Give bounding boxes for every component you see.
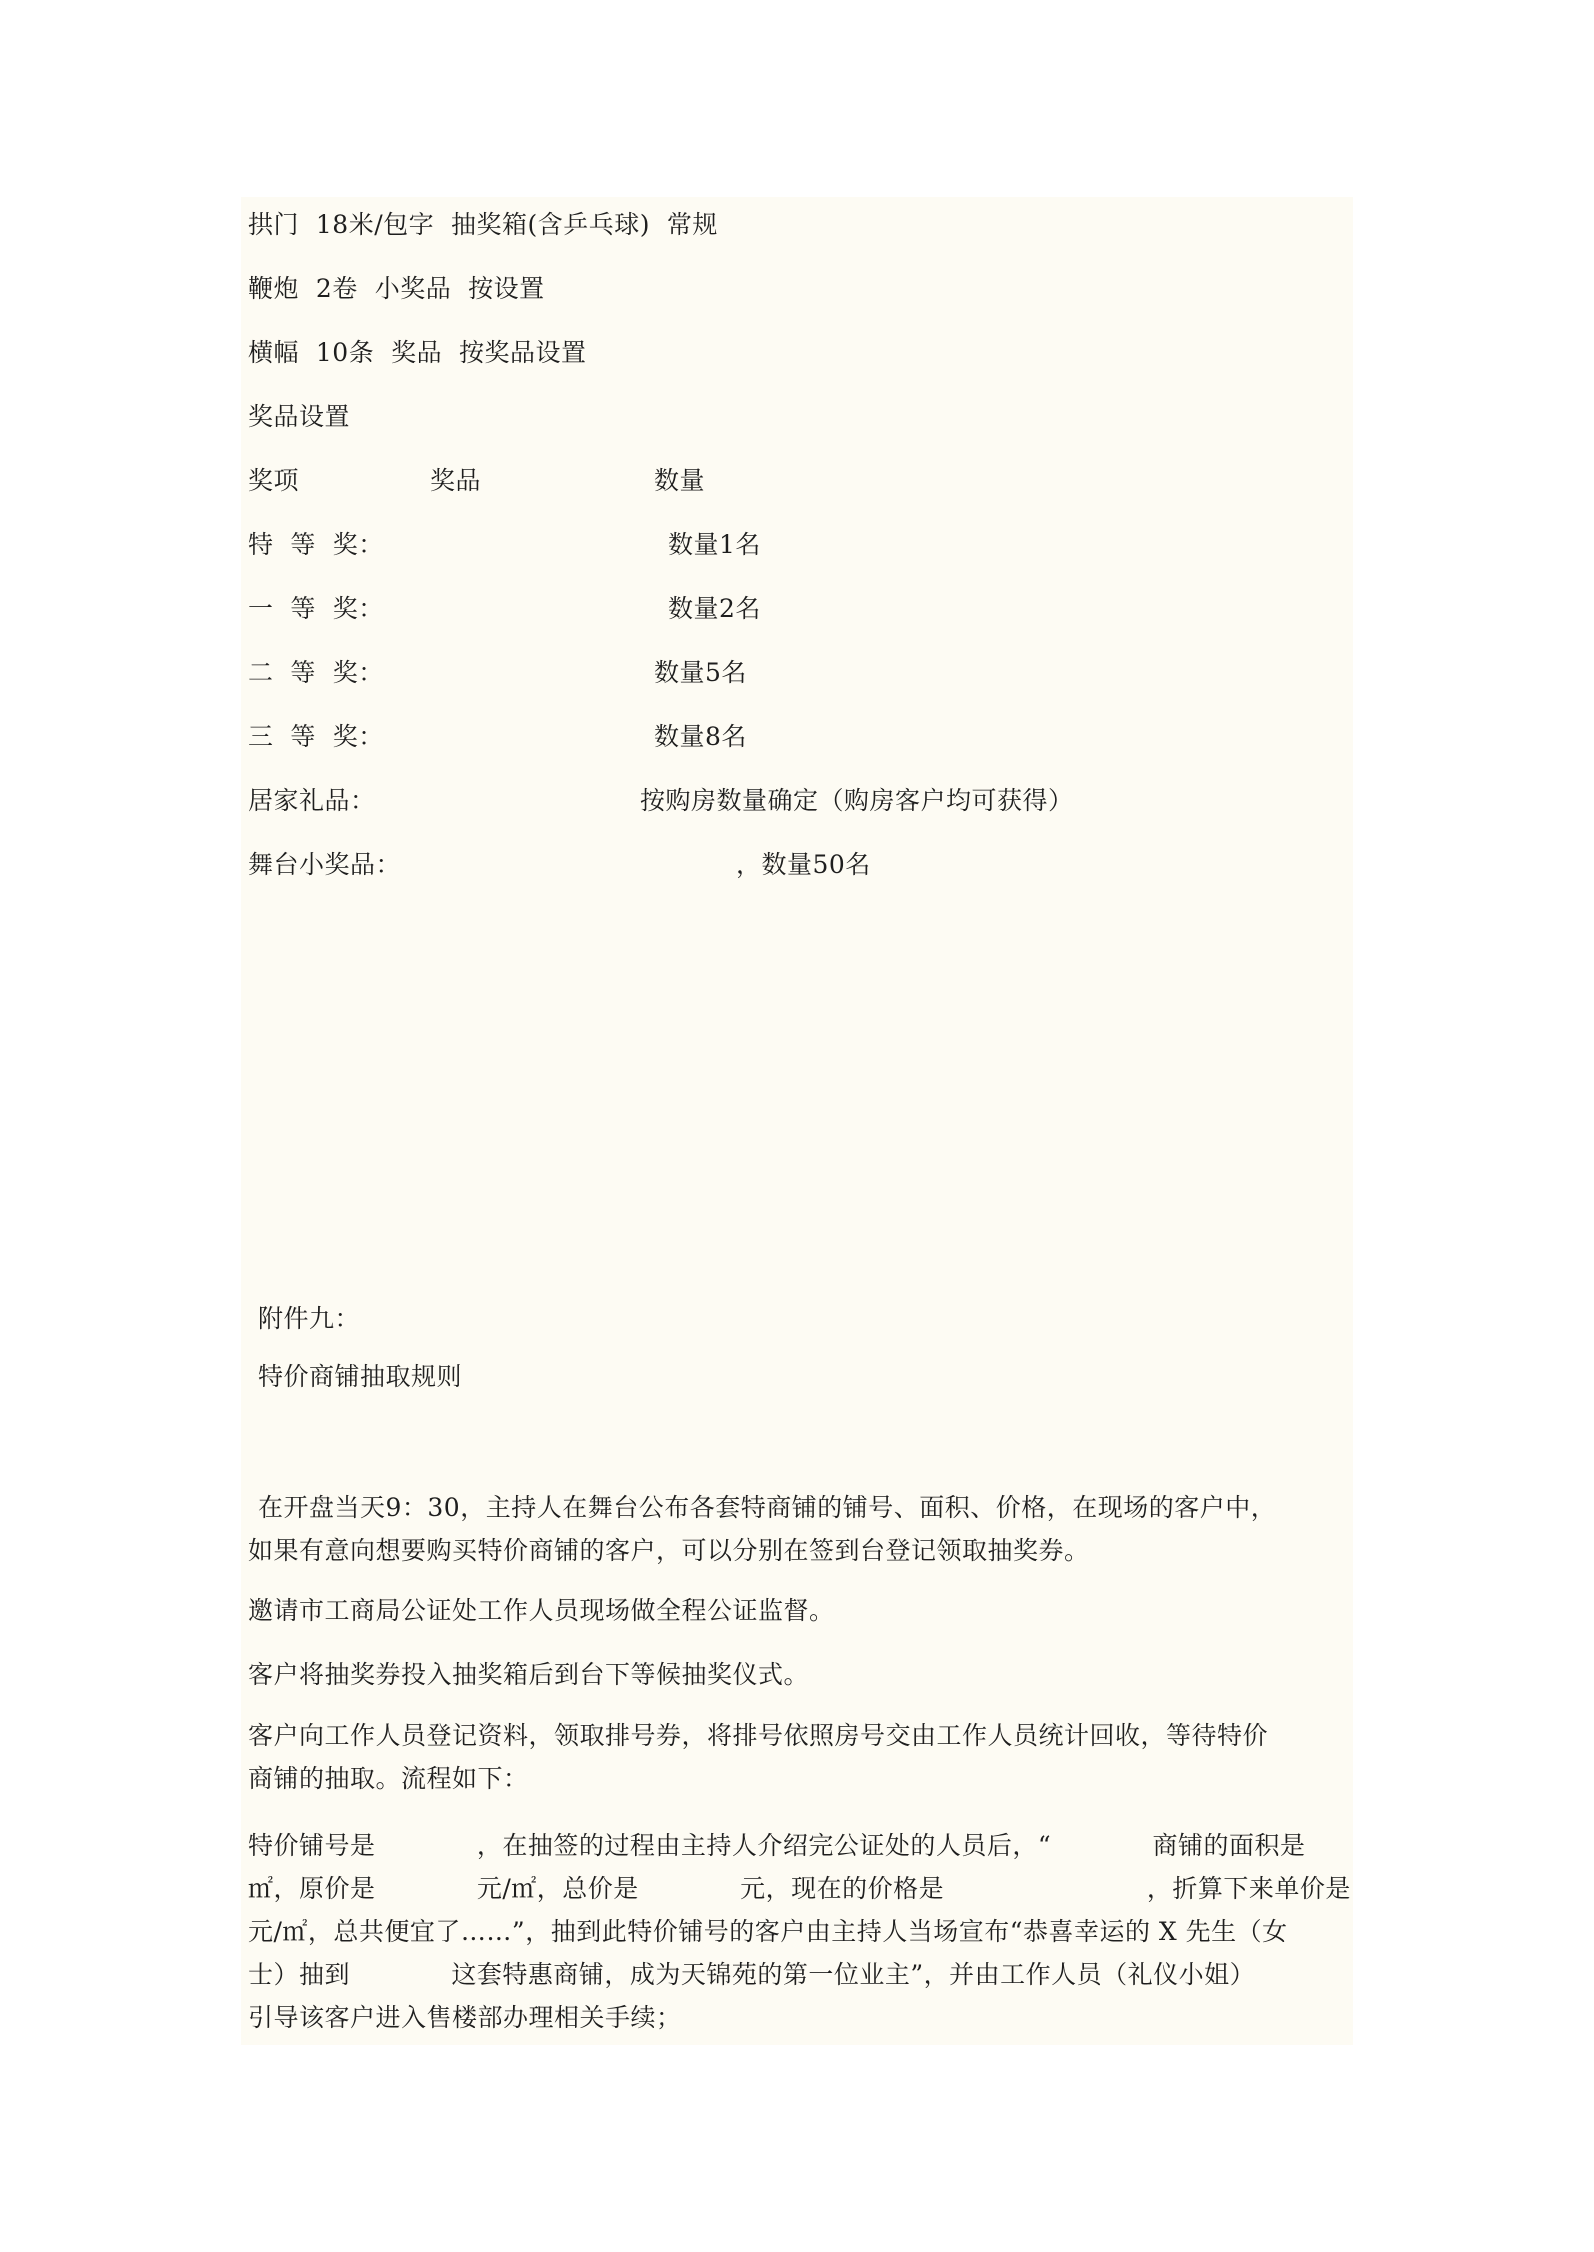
prize-row-stage-gift-qty: ，数量50名 <box>736 850 871 879</box>
prize-row-home-gift-label: 居家礼品： <box>248 786 376 815</box>
equipment-line-3: 横幅 10条 奖品 按奖品设置 <box>248 338 587 367</box>
prize-column-prize: 奖品 <box>430 466 482 495</box>
prize-row-special-label: 特 等 奖： <box>248 530 384 559</box>
prize-row-third-label: 三 等 奖： <box>248 722 384 751</box>
prize-row-home-gift-qty: 按购房数量确定（购房客户均可获得） <box>640 786 1074 815</box>
prize-row-special-qty: 数量1名 <box>668 530 761 559</box>
paragraph-registration <box>248 1714 1352 1800</box>
paragraph-line: 如果有意向想要购买特价商铺的客户，可以分别在签到台登记领取抽奖券。 <box>248 1536 1090 1565</box>
equipment-line-2: 鞭炮 2卷 小奖品 按设置 <box>248 274 545 303</box>
paragraph-line: ㎡，原价是 元/㎡，总价是 元，现在的价格是 ，折算下来单价是 <box>248 1874 1351 1903</box>
prize-settings-heading: 奖品设置 <box>248 402 351 431</box>
prize-column-qty: 数量 <box>654 466 706 495</box>
paragraph-line: 士）抽到 这套特惠商铺，成为天锦苑的第一位业主”，并由工作人员（礼仪小姐） <box>248 1960 1256 1989</box>
prize-row-first-qty: 数量2名 <box>668 594 761 623</box>
prize-row-first-label: 一 等 奖： <box>248 594 384 623</box>
paragraph-notary-supervision: 邀请市工商局公证处工作人员现场做全程公证监督。 <box>248 1596 835 1625</box>
paragraph-line: 元/㎡，总共便宜了……”，抽到此特价铺号的客户由主持人当场宣布“恭喜幸运的 X 先生（女 <box>248 1917 1288 1946</box>
paragraph-line: 在开盘当天9：30，主持人在舞台公布各套特商铺的铺号、面积、价格，在现场的客户中， <box>258 1493 1277 1522</box>
prize-row-second-label: 二 等 奖： <box>248 658 384 687</box>
prize-row-stage-gift-label: 舞台小奖品： <box>248 850 402 879</box>
prize-row-second-qty: 数量5名 <box>654 658 747 687</box>
appendix-label: 附件九： <box>258 1304 361 1333</box>
paragraph-opening-announcement <box>248 1486 1352 1572</box>
prize-row-third-qty: 数量8名 <box>654 722 747 751</box>
paragraph-line: 特价铺号是 ，在抽签的过程由主持人介绍完公证处的人员后，“ 商铺的面积是 <box>248 1831 1306 1860</box>
paragraph-line: 客户向工作人员登记资料，领取排号券，将排号依照房号交由工作人员统计回收，等待特价 <box>248 1721 1269 1750</box>
paragraph-line: 商铺的抽取。流程如下： <box>248 1764 529 1793</box>
appendix-title: 特价商铺抽取规则 <box>258 1362 463 1391</box>
paragraph-draw-procedure <box>248 1824 1352 2039</box>
prize-column-item: 奖项 <box>248 466 300 495</box>
paragraph-drop-ticket: 客户将抽奖券投入抽奖箱后到台下等候抽奖仪式。 <box>248 1660 810 1689</box>
equipment-line-1: 拱门 18米/包字 抽奖箱(含乒乓球) 常规 <box>248 210 718 239</box>
paragraph-line: 引导该客户进入售楼部办理相关手续； <box>248 2003 682 2032</box>
